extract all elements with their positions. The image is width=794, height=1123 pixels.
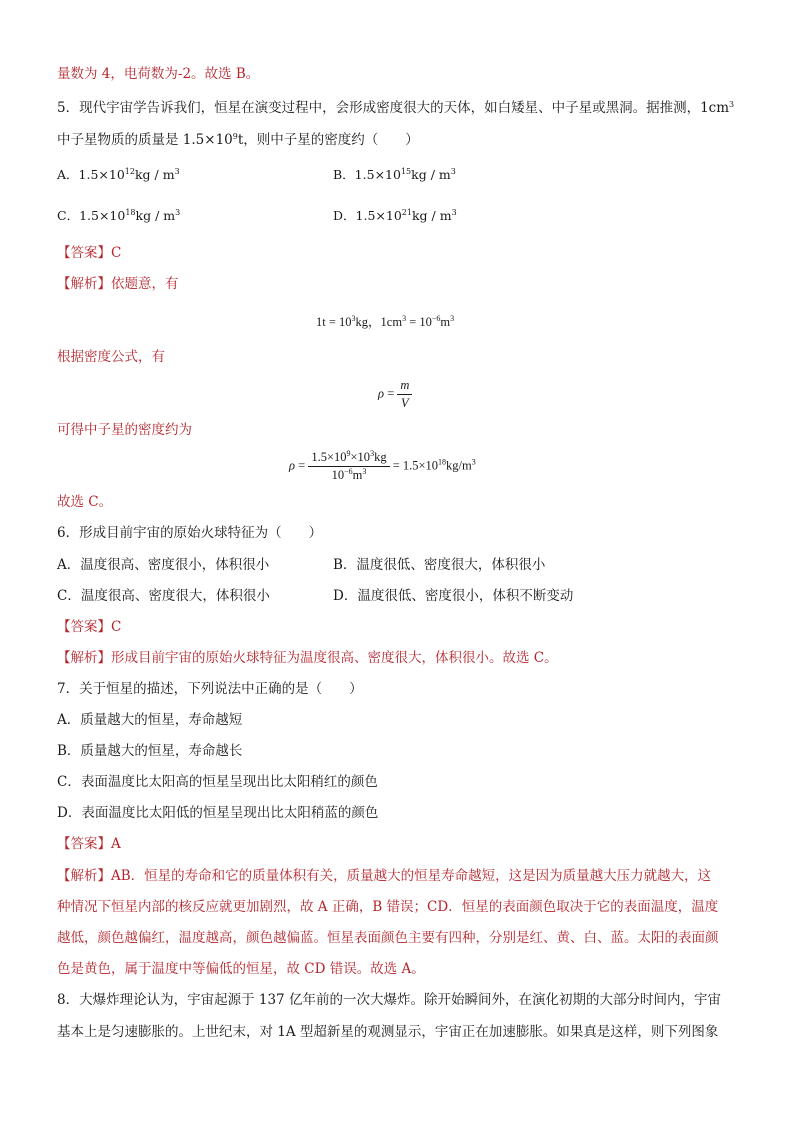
question-8-stem-line1: 8．大爆炸理论认为，宇宙起源于 137 亿年前的一次大爆炸。除开始瞬间外，在演化初期的大部分时间内，宇宙 (57, 992, 721, 1008)
question-6-analysis: 【解析】形成目前宇宙的原始火球特征为温度很高、密度很大，体积很小。故选 C。 (57, 650, 558, 666)
question-5-conclusion: 故选 C。 (57, 494, 113, 510)
question-7-option-a: A．质量越大的恒星，寿命越短 (57, 712, 243, 728)
question-5-stem-line1: 5．现代宇宙学告诉我们，恒星在演变过程中，会形成密度很大的天体，如白矮星、中子星或黑洞。据推测，$1cm^3$ (57, 100, 735, 116)
question-7-answer: 【答案】A (57, 836, 121, 852)
question-7-option-d: D．表面温度比太阳低的恒星呈现出比太阳稍蓝的颜色 (57, 805, 379, 821)
unit-conversion-equation: $1t = 10^3kg$，$1cm^3 = 10^{-6}m^3$ (316, 314, 455, 329)
question-5-option-a: A．$1.5\times 10^{12}kg / m^3$ (57, 167, 180, 182)
density-result-text: 可得中子星的密度约为 (57, 422, 192, 438)
question-7-analysis-line2: 种情况下恒星内部的核反应就更加剧烈，故 A 正确，B 错误；CD．恒星的表面颜色取决于它的表面温度，温度 (57, 899, 719, 915)
question-5-option-b: B．$1.5\times 10^{15}kg / m^3$ (333, 167, 456, 182)
question-6-answer: 【答案】C (57, 619, 122, 635)
question-5-option-d: D．$1.5\times 10^{21}kg / m^3$ (333, 208, 457, 223)
question-6-option-c: C．温度很高、密度很大，体积很小 (57, 588, 270, 604)
question-7-analysis-line1: 【解析】AB．恒星的寿命和它的质量体积有关，质量越大的恒星寿命越短，这是因为质量越大压力就越大，这 (57, 868, 712, 884)
question-8-stem-line2: 基本上是匀速膨胀的。上世纪末，对 1A 型超新星的观测显示，宇宙正在加速膨胀。如果真是这样，则下列图象 (57, 1024, 719, 1040)
question-6-option-a: A．温度很高、密度很小，体积很小 (57, 557, 270, 573)
density-formula-text: 根据密度公式，有 (57, 349, 165, 365)
density-formula: ρ = $\frac{m}{V}$ (378, 378, 412, 411)
question-7-analysis-line4: 色是黄色，属于温度中等偏低的恒星，故 CD 错误。故选 A。 (57, 961, 425, 977)
question-7-option-c: C．表面温度比太阳高的恒星呈现出比太阳稍红的颜色 (57, 774, 378, 790)
question-5-option-c: C．$1.5\times 10^{18}kg / m^3$ (57, 208, 181, 223)
question-5-stem-line2: 中子星物质的质量是 $1.5\times 10^9t$，则中子星的密度约（ ） (57, 132, 419, 148)
question-6-option-b: B．温度很低、密度很大，体积很小 (333, 557, 546, 573)
question-6-option-d: D．温度很低、密度很小，体积不断变动 (333, 588, 574, 604)
prev-answer-tail: 量数为 4，电荷数为-2。故选 B。 (57, 66, 260, 82)
question-5-analysis-intro: 【解析】依题意，有 (57, 276, 179, 292)
question-6-stem: 6．形成目前宇宙的原始火球特征为（ ） (57, 525, 323, 541)
question-5-answer: 【答案】C (57, 245, 122, 261)
question-7-analysis-line3: 越低，颜色越偏红，温度越高，颜色越偏蓝。恒星表面颜色主要有四种，分别是红、黄、白、蓝。太阳的表面颜 (57, 930, 719, 946)
question-7-stem: 7．关于恒星的描述，下列说法中正确的是（ ） (57, 681, 363, 697)
density-calculation: ρ = $\frac{1.5\times 10^9\times 10^3kg}{10^{-6}m^3}$ = $1.5\times 10^{18}kg/m^3$ (289, 449, 476, 482)
question-7-option-b: B．质量越大的恒星，寿命越长 (57, 743, 243, 759)
